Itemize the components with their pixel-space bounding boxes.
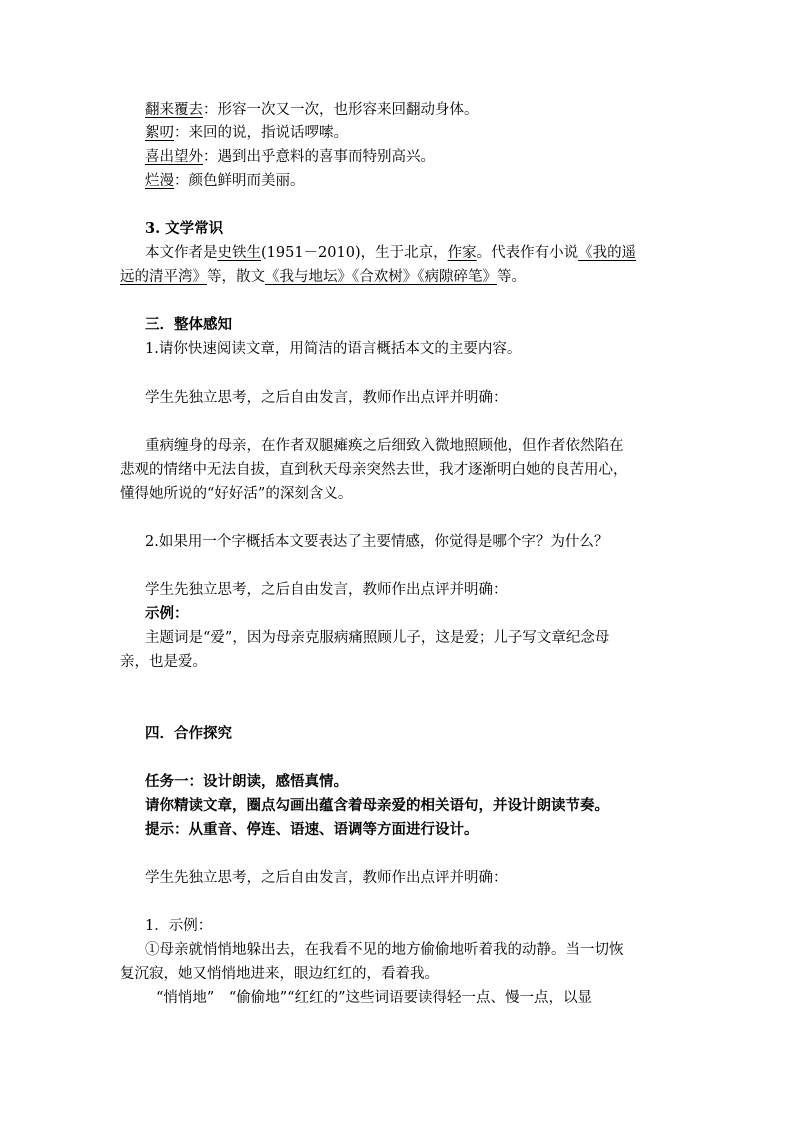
example-line: “悄悄地” “偷偷地”“红红的”这些词语要读得轻一点、慢一点，以显 [156, 990, 592, 1006]
example-line: ①母亲就悄悄地躲出去，在我看不见的地方偷偷地听着我的动静。当一切恢 [145, 942, 624, 958]
vocab-definition: ：形容一次又一次，也形容来回翻动身体。 [203, 102, 479, 118]
section-heading-overall: 三．整体感知 [145, 316, 232, 333]
section-heading-literature: 3. 文学常识 [145, 220, 224, 237]
vocab-item [145, 169, 305, 193]
novel-title-part-2: 远的清平湾》 [120, 269, 207, 285]
example-number: 1．示例： [145, 918, 213, 934]
teacher-guide: 学生先独立思考，之后自由发言，教师作出点评并明确： [145, 390, 508, 406]
author-name: 史铁生 [217, 245, 261, 261]
text-span: 。代表作有小说 [476, 245, 579, 261]
vocab-term: 喜出望外 [145, 149, 203, 165]
question-1: 1.请你快速阅读文章，用简洁的语言概括本文的主要内容。 [145, 341, 522, 357]
novel-title-part-1: 《我的遥 [578, 245, 637, 261]
example-label: 示例： [145, 605, 189, 622]
answer-line: 重病缠身的母亲，在作者双腿瘫痪之后细致入微地照顾他，但作者依然陷在 [145, 438, 624, 454]
task-title: 任务一：设计朗读，感悟真情。 [145, 773, 348, 790]
vocab-term: 烂漫 [145, 173, 174, 189]
question-2: 2.如果用一个字概括本文要表达了主要情感，你觉得是哪个字？为什么？ [145, 534, 609, 550]
vocab-item [145, 98, 479, 122]
text-span: (1951－2010)，生于北京， [261, 245, 448, 261]
text-span: 等。 [497, 269, 526, 285]
task-instruction: 请你精读文章，圈点勾画出蕴含着母亲爱的相关语句，并设计朗读节奏。 [145, 797, 609, 814]
answer-line: 亲，也是爱。 [120, 654, 207, 670]
answer-line: 懂得她所说的“好好活”的深刻含义。 [120, 486, 353, 502]
vocab-term: 絮叨 [145, 125, 174, 141]
vocab-item [145, 121, 348, 145]
answer-line: 主题词是“爱”，因为母亲克服病痛照顾儿子，这是爱；儿子写文章纪念母 [145, 630, 610, 646]
vocab-item [145, 145, 435, 169]
text-span: 本文作者是 [145, 245, 218, 261]
essay-titles: 《我与地坛》《合欢树》《病隙碎笔》 [265, 269, 497, 285]
vocab-definition: ：来回的说，指说话啰嗦。 [174, 125, 348, 141]
task-hint: 提示：从重音、停连、语速、语调等方面进行设计。 [145, 821, 479, 838]
example-line: 复沉寂，她又悄悄地进来，眼边红红的，看着我。 [120, 966, 439, 982]
vocab-definition: ：颜色鲜明而美丽。 [174, 173, 305, 189]
author-occupation: 作家 [447, 245, 477, 261]
teacher-guide: 学生先独立思考，之后自由发言，教师作出点评并明确： [145, 582, 508, 598]
literature-line-1 [145, 241, 636, 265]
vocab-definition: ：遇到出乎意料的喜事而特别高兴。 [203, 149, 435, 165]
text-span: 等，散文 [207, 269, 265, 285]
literature-line-2 [120, 265, 526, 289]
section-heading-coop: 四．合作探究 [145, 725, 232, 742]
teacher-guide: 学生先独立思考，之后自由发言，教师作出点评并明确： [145, 870, 508, 886]
vocab-term: 翻来覆去 [145, 102, 203, 118]
answer-line: 悲观的情绪中无法自拔，直到秋天母亲突然去世，我才逐渐明白她的良苦用心， [120, 462, 628, 478]
